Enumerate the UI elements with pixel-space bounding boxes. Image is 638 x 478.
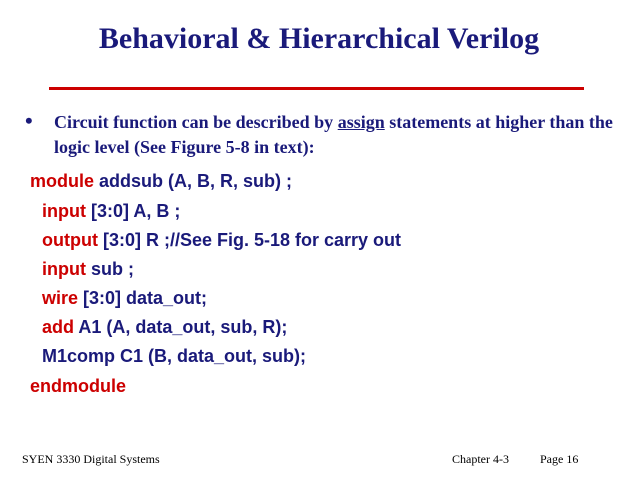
- code-keyword: endmodule: [30, 376, 127, 396]
- bullet-text-end: statements at higher than the logic level (See Figure 5-8 in text):: [54, 112, 613, 157]
- code-text: addsub (A, B, R, sub) ;: [94, 171, 293, 191]
- bullet-text-start: Circuit function can be described by: [54, 112, 338, 132]
- code-line-4: [42, 259, 134, 280]
- bullet-icon: •: [25, 108, 33, 133]
- code-keyword: input: [42, 201, 86, 221]
- code-keyword: wire: [42, 288, 79, 308]
- code-line-8: [30, 376, 126, 397]
- footer-page-number: Page 16: [540, 452, 579, 466]
- footer-course: SYEN 3330 Digital Systems: [22, 452, 160, 466]
- code-keyword: module: [30, 171, 95, 191]
- code-line-3: [42, 230, 401, 251]
- bullet-keyword-assign: assign: [337, 112, 385, 132]
- code-text: sub ;: [85, 259, 134, 279]
- code-line-6: [42, 317, 287, 338]
- bullet-text: [54, 110, 624, 160]
- title-underline-rule: [49, 87, 584, 90]
- code-text: [3:0] A, B ;: [85, 201, 181, 221]
- code-line-7: [42, 346, 306, 367]
- code-line-2: [42, 201, 180, 222]
- code-keyword: output: [42, 230, 98, 250]
- code-line-1: [30, 171, 292, 192]
- code-keyword: input: [42, 259, 86, 279]
- code-keyword: add: [42, 317, 75, 337]
- footer-chapter: Chapter 4-3: [452, 452, 509, 466]
- code-text: [3:0] R ;//See Fig. 5-18 for carry out: [97, 230, 402, 250]
- code-text: [3:0] data_out;: [78, 288, 208, 308]
- code-text: A1 (A, data_out, sub, R);: [74, 317, 288, 337]
- slide-title: Behavioral & Hierarchical Verilog: [98, 22, 540, 55]
- code-line-5: [42, 288, 207, 309]
- code-text: M1comp C1 (B, data_out, sub);: [42, 346, 307, 366]
